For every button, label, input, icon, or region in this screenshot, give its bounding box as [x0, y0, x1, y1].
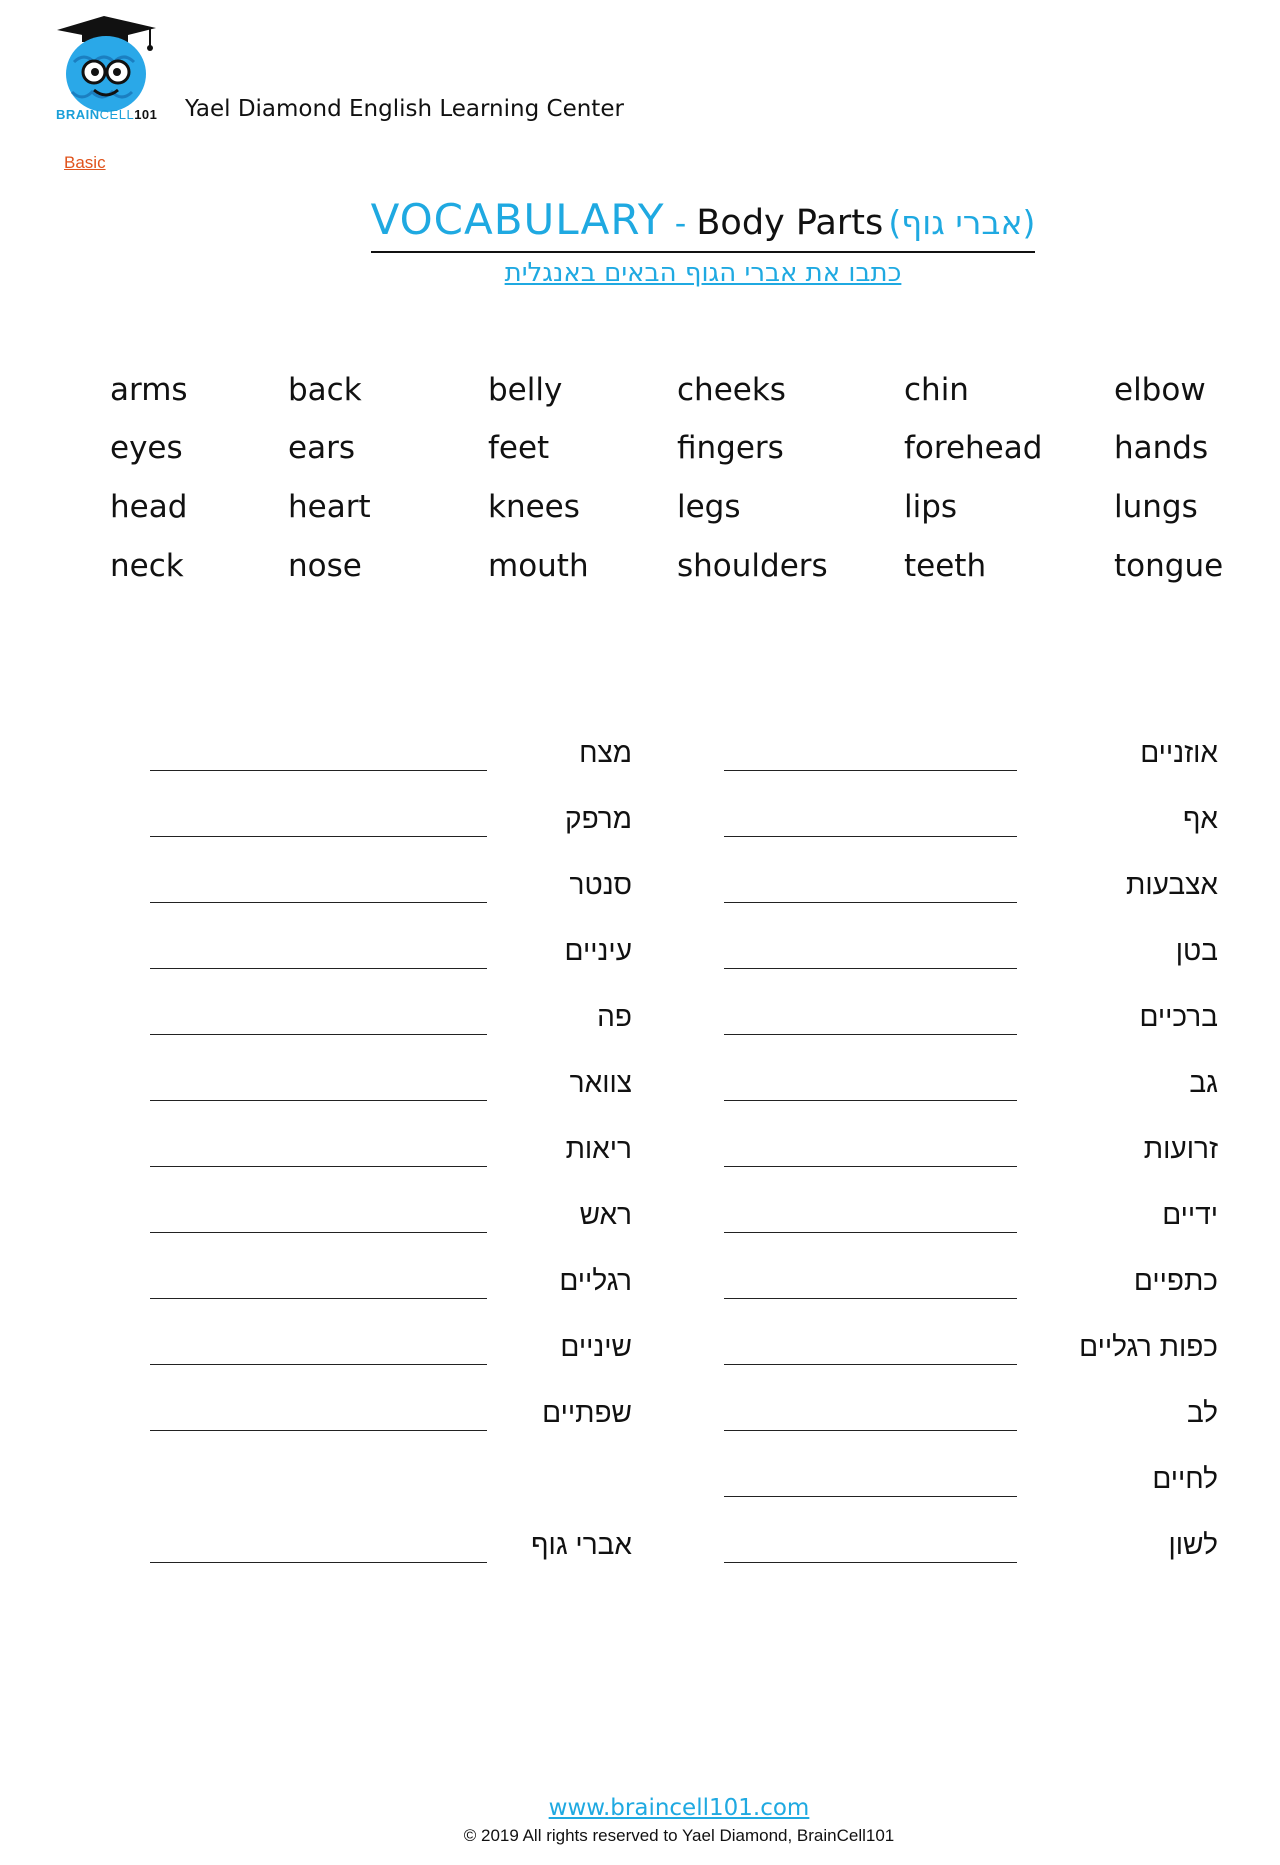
hebrew-prompt: אברי גוף — [531, 1529, 632, 1560]
word-bank-item: feet — [488, 430, 550, 466]
answer-line[interactable] — [150, 1430, 487, 1431]
word-bank-item: neck — [110, 548, 184, 584]
word-bank-item: forehead — [904, 430, 1043, 466]
hebrew-prompt: אוזניים — [1140, 737, 1218, 768]
hebrew-prompt: שיניים — [560, 1331, 632, 1362]
answer-line[interactable] — [724, 1496, 1017, 1497]
title-dash: - — [664, 204, 697, 242]
answer-line[interactable] — [150, 1034, 487, 1035]
answer-line[interactable] — [724, 1430, 1017, 1431]
page-subtitle — [0, 258, 1280, 288]
hebrew-prompt: צוואר — [569, 1067, 632, 1098]
footer-copyright: © 2019 All rights reserved to Yael Diamond, BrainCell101 — [463, 1826, 895, 1845]
hebrew-prompt: שפתיים — [542, 1397, 632, 1428]
footer-website-link[interactable]: www.braincell101.com — [548, 1795, 810, 1821]
answer-line[interactable] — [150, 1298, 487, 1299]
answer-line[interactable] — [724, 836, 1017, 837]
title-hebrew: (אברי גוף) — [888, 203, 1036, 242]
brand-name: Yael Diamond English Learning Center — [185, 96, 624, 122]
word-bank-item: lungs — [1114, 489, 1198, 525]
title-topic: Body Parts — [696, 203, 884, 243]
word-bank-item: knees — [488, 489, 580, 525]
answer-line[interactable] — [150, 968, 487, 969]
word-bank-item: lips — [904, 489, 958, 525]
answer-line[interactable] — [724, 1166, 1017, 1167]
hebrew-prompt: עיניים — [564, 935, 632, 966]
word-bank-item: mouth — [488, 548, 589, 584]
hebrew-prompt: מרפק — [565, 803, 632, 834]
page-title — [0, 195, 1280, 253]
answer-line[interactable] — [150, 1100, 487, 1101]
answer-line[interactable] — [150, 770, 487, 771]
word-bank-item: arms — [110, 372, 188, 408]
answer-line[interactable] — [724, 1364, 1017, 1365]
level-link-basic[interactable]: Basic — [64, 153, 106, 172]
word-bank-item: hands — [1114, 430, 1209, 466]
answer-line[interactable] — [150, 1364, 487, 1365]
hebrew-prompt: ברכיים — [1139, 1001, 1218, 1032]
hebrew-prompt: ידיים — [1162, 1199, 1218, 1230]
answer-line[interactable] — [724, 1298, 1017, 1299]
hebrew-prompt: לב — [1186, 1397, 1218, 1428]
answer-line[interactable] — [724, 902, 1017, 903]
hebrew-prompt: כפות רגליים — [1079, 1331, 1218, 1362]
hebrew-prompt: כתפיים — [1133, 1265, 1218, 1296]
logo-wordmark — [56, 107, 157, 122]
word-bank-item: back — [288, 372, 362, 408]
word-bank-item: legs — [677, 489, 741, 525]
hebrew-prompt: פה — [597, 1001, 632, 1032]
answer-line[interactable] — [724, 1034, 1017, 1035]
word-bank-item: teeth — [904, 548, 987, 584]
hebrew-prompt: לשון — [1168, 1529, 1218, 1560]
word-bank-item: ears — [288, 430, 355, 466]
hebrew-prompt: מצח — [579, 737, 632, 768]
word-bank-item: elbow — [1114, 372, 1206, 408]
answer-line[interactable] — [724, 1562, 1017, 1563]
hebrew-prompt: בטן — [1175, 935, 1218, 966]
logo-wordmark-number: 101 — [134, 107, 158, 122]
hebrew-prompt: אצבעות — [1126, 869, 1218, 900]
word-bank-item: eyes — [110, 430, 183, 466]
hebrew-prompt: ראש — [579, 1199, 632, 1230]
answer-line[interactable] — [724, 1100, 1017, 1101]
logo-wordmark-brain: BRAIN — [56, 107, 100, 122]
answer-line[interactable] — [724, 770, 1017, 771]
answer-line[interactable] — [150, 836, 487, 837]
brain-mascot-logo-icon — [52, 12, 162, 122]
word-bank-item: chin — [904, 372, 969, 408]
hebrew-prompt: אף — [1182, 803, 1218, 834]
hebrew-prompt: גב — [1189, 1067, 1218, 1098]
word-bank-item: head — [110, 489, 188, 525]
hebrew-prompt: סנטר — [569, 869, 632, 900]
logo-wordmark-cell: CELL — [99, 107, 135, 122]
answer-line[interactable] — [724, 1232, 1017, 1233]
hebrew-prompt: לחיים — [1152, 1463, 1218, 1494]
hebrew-prompt: רגליים — [559, 1265, 632, 1296]
answer-line[interactable] — [150, 1166, 487, 1167]
word-bank-item: belly — [488, 372, 563, 408]
answer-line[interactable] — [724, 968, 1017, 969]
subtitle-instructions: כתבו את אברי הגוף הבאים באנגלית — [504, 258, 902, 288]
word-bank-item: cheeks — [677, 372, 786, 408]
title-vocabulary: VOCABULARY — [370, 195, 665, 244]
answer-line[interactable] — [150, 1562, 487, 1563]
hebrew-prompt: ריאות — [565, 1133, 632, 1164]
word-bank-item: tongue — [1114, 548, 1224, 584]
answer-line[interactable] — [150, 1232, 487, 1233]
hebrew-prompt: זרועות — [1143, 1133, 1218, 1164]
word-bank-item: heart — [288, 489, 371, 525]
word-bank-item: shoulders — [677, 548, 828, 584]
answer-line[interactable] — [150, 902, 487, 903]
word-bank-item: fingers — [677, 430, 784, 466]
word-bank-item: nose — [288, 548, 362, 584]
